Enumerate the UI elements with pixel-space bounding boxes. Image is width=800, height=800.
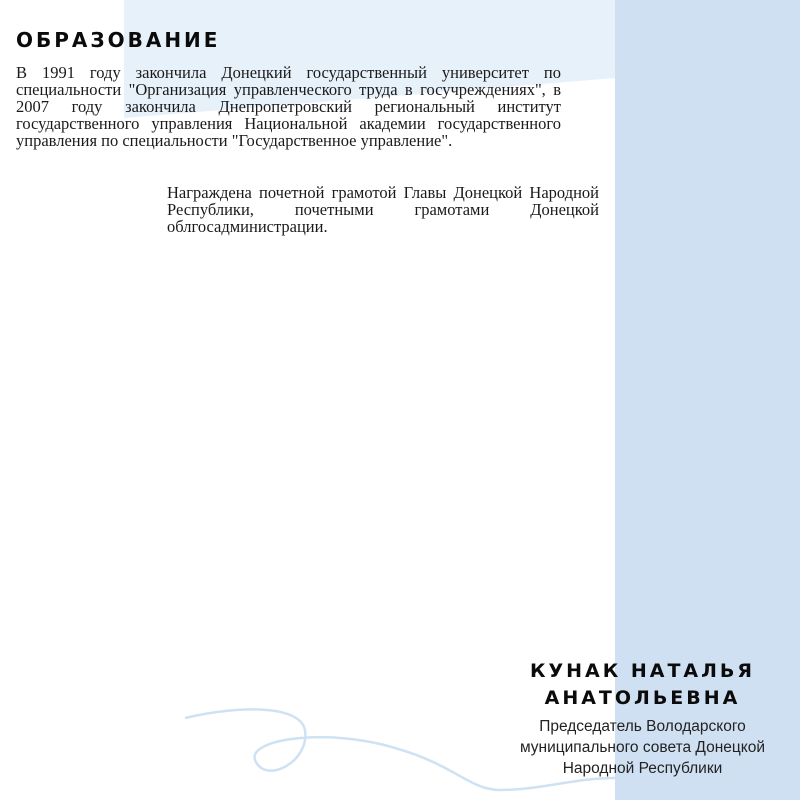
person-role [490, 716, 795, 779]
person-name [500, 658, 785, 712]
person-role-line-1: Председатель Володарского [539, 718, 746, 735]
person-role-line-2: муниципального совета Донецкой [519, 739, 766, 756]
person-role-line-3: Народной Республики [562, 760, 723, 777]
awards-paragraph: Награждена почетной грамотой Главы Донецкой Народной Республики, почетными грамотами Донецкой облгосадминистрации. [167, 183, 599, 236]
education-paragraph: В 1991 году закончила Донецкий государственный университет по специальности "Организация управленческого труда в госучреждениях", в 2007 году закончила Днепропетровский региональный институт государственного управления Национальной академии государственного управления по специальности "Государственное управление". [16, 63, 561, 150]
person-name-line-2: АНАТОЛЬЕВНА [544, 687, 741, 709]
section-heading: ОБРАЗОВАНИЕ [16, 28, 221, 52]
person-name-line-1: КУНАК НАТАЛЬЯ [529, 660, 756, 682]
